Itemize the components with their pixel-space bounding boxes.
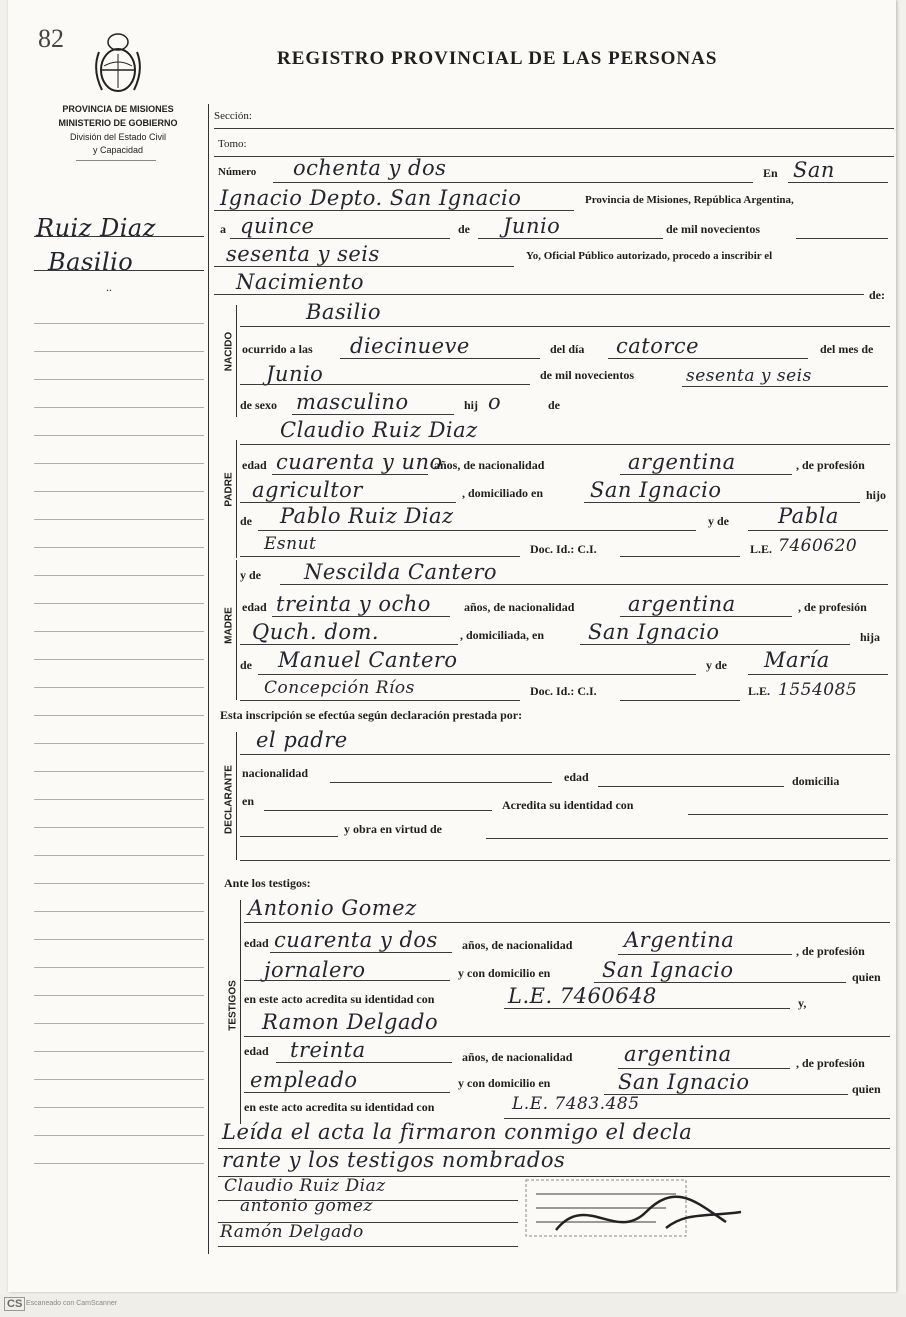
- org-underline: [76, 160, 156, 161]
- coat-of-arms-icon: [90, 30, 146, 98]
- rule: [748, 530, 888, 531]
- label-de-profesion: , de profesión: [796, 458, 865, 472]
- margin-line: [34, 270, 204, 271]
- rule: [682, 386, 888, 387]
- label-domiciliada-en: , domiciliada, en: [460, 628, 545, 642]
- entry-numero: ochenta y dos: [293, 156, 447, 180]
- frame-divider: [208, 104, 209, 1254]
- entry-testigo1-domicilio: San Ignacio: [602, 958, 734, 982]
- page-title: REGISTRO PROVINCIAL DE LAS PERSONAS: [277, 48, 718, 69]
- rule: [218, 1148, 890, 1149]
- margin-surname: Ruiz Diaz: [36, 214, 156, 242]
- rule: [478, 238, 663, 239]
- rule: [240, 384, 530, 385]
- rule: [580, 644, 850, 645]
- label-nacionalidad: nacionalidad: [242, 766, 309, 780]
- label-ocurrido: ocurrido a las: [242, 342, 313, 356]
- label-del-mes-de: del mes de: [820, 342, 874, 356]
- label-de-mil-novecientos-2: de mil novecientos: [540, 368, 634, 382]
- rule: [618, 1068, 790, 1069]
- rule: [620, 474, 792, 475]
- margin-line: [34, 236, 204, 237]
- rule: [618, 954, 792, 955]
- label-de: de: [458, 222, 470, 236]
- entry-testigo1-nacionalidad: Argentina: [624, 928, 735, 952]
- margin-dots: ..: [106, 280, 112, 294]
- entry-madre-madre-2: Concepción Ríos: [264, 678, 415, 698]
- label-de-colon: de:: [869, 288, 885, 302]
- label-a: a: [220, 222, 226, 236]
- entry-anio-nac: sesenta y seis: [686, 366, 812, 386]
- entry-dia-nac: catorce: [616, 334, 700, 358]
- label-hija: hija: [860, 630, 881, 644]
- entry-padre-padre: Pablo Ruiz Diaz: [280, 504, 454, 528]
- label-anos-nac-t1: años, de nacionalidad: [462, 938, 573, 952]
- label-en: En: [763, 166, 778, 180]
- rule: [620, 616, 792, 617]
- entry-hora: diecinueve: [350, 334, 470, 358]
- rule: [340, 358, 540, 359]
- entry-padre-le: 7460620: [778, 536, 858, 556]
- rule: [214, 210, 574, 211]
- rule: [240, 556, 520, 557]
- entry-testigo2-nombre: Ramon Delgado: [262, 1010, 439, 1034]
- org-line-2: MINISTERIO DE GOBIERNO: [58, 118, 178, 128]
- entry-testigo1-nombre: Antonio Gomez: [248, 896, 417, 920]
- side-label-declarante: DECLARANTE: [223, 765, 235, 834]
- label-domiciliado-en: , domiciliado en: [462, 486, 544, 500]
- official-stamp-icon: [516, 1172, 756, 1252]
- side-label-madre: MADRE: [223, 607, 235, 644]
- rule: [604, 1094, 848, 1095]
- entry-testigo1-id: L.E. 7460648: [508, 984, 657, 1008]
- entry-madre-padre: Manuel Cantero: [278, 648, 458, 672]
- entry-hij-suffix: o: [488, 390, 502, 414]
- block-divider: [236, 560, 237, 700]
- block-divider: [240, 900, 241, 1124]
- entry-testigo2-domicilio: San Ignacio: [618, 1070, 750, 1094]
- side-label-padre: PADRE: [223, 472, 235, 507]
- birth-certificate-sheet: [8, 0, 896, 1292]
- entry-padre-edad: cuarenta y uno: [276, 450, 443, 474]
- rule: [748, 674, 888, 675]
- rule: [788, 182, 888, 183]
- label-de-sexo: de sexo: [240, 398, 277, 412]
- label-provincia: Provincia de Misiones, República Argentina,: [585, 194, 794, 206]
- entry-anio: sesenta y seis: [226, 242, 380, 266]
- rule: [584, 502, 860, 503]
- label-y-de: y de: [708, 514, 729, 528]
- label-del-dia: del día: [550, 342, 585, 356]
- rule: [276, 1062, 452, 1063]
- label-edad-t2: edad: [244, 1044, 269, 1058]
- rule: [240, 502, 456, 503]
- label-doc-id-madre: Doc. Id.: C.I.: [530, 684, 597, 698]
- rule: [330, 782, 552, 783]
- entry-padre-profesion: agricultor: [252, 478, 363, 502]
- label-y-con-domicilio-t2: y con domicilio en: [458, 1076, 551, 1090]
- label-en-este-acto: en este acto acredita su identidad con: [244, 992, 435, 1006]
- label-doc-id: Doc. Id.: C.I.: [530, 542, 597, 556]
- entry-padre-domicilio: San Ignacio: [590, 478, 722, 502]
- rule: [218, 1246, 518, 1247]
- label-anos-nac: años, de nacionalidad: [434, 458, 545, 472]
- rule: [214, 128, 894, 129]
- label-anos-nac-t2: años, de nacionalidad: [462, 1050, 573, 1064]
- entry-padre-nombre: Claudio Ruiz Diaz: [280, 418, 478, 442]
- side-label-testigos: TESTIGOS: [227, 980, 239, 1031]
- side-label-nacido: NACIDO: [223, 331, 235, 372]
- block-divider: [236, 440, 237, 558]
- entry-padre-nacionalidad: argentina: [628, 450, 736, 474]
- camscanner-text: Escaneado con CamScanner: [26, 1300, 118, 1307]
- entry-nota-2: rante y los testigos nombrados: [222, 1148, 566, 1172]
- rule: [486, 838, 888, 839]
- entry-testigo1-profesion: jornalero: [264, 958, 366, 982]
- rule: [796, 238, 888, 239]
- rule: [270, 952, 452, 953]
- label-tomo: Tomo:: [218, 138, 247, 150]
- block-divider: [236, 732, 237, 860]
- label-quien: quien: [852, 970, 881, 984]
- rule: [688, 814, 888, 815]
- label-y: y,: [798, 996, 807, 1010]
- label-anos-nac-madre: años, de nacionalidad: [464, 600, 575, 614]
- entry-declarante: el padre: [256, 728, 348, 752]
- rule: [230, 238, 450, 239]
- label-de-profesion-madre: , de profesión: [798, 600, 867, 614]
- entry-testigo2-edad: treinta: [290, 1038, 366, 1062]
- rule: [240, 326, 890, 327]
- label-edad: edad: [242, 458, 267, 472]
- label-edad-madre: edad: [242, 600, 267, 614]
- rule: [280, 584, 888, 585]
- block-divider: [236, 305, 237, 417]
- label-domicilia: domicilia: [792, 774, 840, 788]
- entry-mes-nac: Junio: [266, 362, 324, 386]
- label-de-2: de: [548, 398, 560, 412]
- rule: [258, 674, 696, 675]
- entry-acto: Nacimiento: [236, 270, 365, 294]
- rule: [608, 358, 808, 359]
- label-quien-t2: quien: [852, 1082, 881, 1096]
- rule: [504, 1008, 790, 1009]
- entry-madre-le: 1554085: [778, 680, 858, 700]
- label-de-profesion-t2: , de profesión: [796, 1056, 865, 1070]
- label-acredita: Acredita su identidad con: [502, 798, 634, 812]
- entry-en: San: [793, 158, 835, 182]
- entry-dia: quince: [240, 214, 315, 238]
- signature-declarante: Claudio Ruiz Diaz: [224, 1176, 386, 1196]
- rule: [292, 414, 454, 415]
- scanner-footer: [0, 1294, 906, 1317]
- rule: [620, 700, 740, 701]
- label-y-de-2: y de: [240, 568, 261, 582]
- page-number: 82: [38, 24, 64, 53]
- rule: [240, 644, 458, 645]
- rule: [273, 182, 753, 183]
- entry-testigo2-nacionalidad: argentina: [624, 1042, 732, 1066]
- entry-testigo2-profesion: empleado: [250, 1068, 358, 1092]
- rule: [244, 980, 450, 981]
- label-hijo: hijo: [866, 488, 887, 502]
- org-line-4: y Capacidad: [92, 145, 144, 155]
- entry-madre-edad: treinta y ocho: [276, 592, 431, 616]
- entry-madre-madre: María: [764, 648, 830, 672]
- rule: [240, 754, 890, 755]
- entry-nombre: Basilio: [306, 300, 382, 324]
- entry-madre-domicilio: San Ignacio: [588, 620, 720, 644]
- label-y-de-madre: y de: [706, 658, 727, 672]
- rule: [214, 294, 864, 295]
- entry-testigo1-edad: cuarenta y dos: [274, 928, 438, 952]
- label-en-declarante: en: [242, 794, 254, 808]
- label-en-este-acto-t2: en este acto acredita su identidad con: [244, 1100, 435, 1114]
- rule: [594, 982, 846, 983]
- org-line-1: PROVINCIA DE MISIONES: [62, 104, 174, 114]
- rule: [504, 1118, 890, 1119]
- rule: [620, 556, 740, 557]
- camscanner-badge: CS: [4, 1297, 25, 1311]
- rule: [244, 922, 890, 923]
- entry-madre-nacionalidad: argentina: [628, 592, 736, 616]
- label-obra: y obra en virtud de: [344, 822, 443, 836]
- signature-testigo-1: antonio gomez: [240, 1196, 373, 1216]
- label-esta-inscripcion: Esta inscripción se efectúa según declaración prestada por:: [220, 708, 523, 722]
- rule: [244, 1092, 450, 1093]
- entry-lugar: Ignacio Depto. San Ignacio: [220, 186, 522, 210]
- entry-madre-profesion: Quch. dom.: [252, 620, 380, 644]
- rule: [258, 530, 696, 531]
- label-le-madre: L.E.: [748, 684, 771, 698]
- label-de-3: de: [240, 514, 252, 528]
- rule: [272, 616, 450, 617]
- entry-testigo2-id: L.E. 7483.485: [512, 1094, 640, 1114]
- label-yo: Yo, Oficial Público autorizado, procedo a inscribir el: [526, 250, 773, 262]
- entry-padre-madre-2: Esnut: [264, 534, 317, 554]
- entry-padre-madre: Pabla: [778, 504, 839, 528]
- rule: [272, 474, 428, 475]
- rule: [240, 860, 890, 861]
- margin-given-name: Basilio: [48, 248, 134, 276]
- rule: [214, 266, 514, 267]
- signature-testigo-2: Ramón Delgado: [220, 1222, 364, 1242]
- rule: [240, 444, 890, 445]
- label-numero: Número: [218, 166, 257, 178]
- label-de-profesion-t1: , de profesión: [796, 944, 865, 958]
- label-seccion: Sección:: [214, 110, 252, 122]
- label-edad-t1: edad: [244, 936, 269, 950]
- entry-madre-nombre: Nescilda Cantero: [304, 560, 498, 584]
- label-de-mil-novecientos: de mil novecientos: [666, 222, 760, 236]
- label-y-con-domicilio: y con domicilio en: [458, 966, 551, 980]
- rule: [240, 836, 338, 837]
- label-ante: Ante los testigos:: [224, 876, 311, 890]
- rule: [598, 786, 784, 787]
- rule: [264, 810, 492, 811]
- org-line-3: División del Estado Civil: [69, 132, 167, 142]
- label-le: L.E.: [750, 542, 773, 556]
- label-de-madre: de: [240, 658, 252, 672]
- margin-ruling: [34, 296, 204, 1186]
- entry-nota-1: Leída el acta la firmaron conmigo el decla: [222, 1120, 693, 1144]
- rule: [240, 700, 520, 701]
- entry-mes: Junio: [503, 214, 561, 238]
- label-edad-declarante: edad: [564, 770, 589, 784]
- rule: [244, 1036, 890, 1037]
- label-hij: hij: [464, 398, 479, 412]
- entry-sexo: masculino: [296, 390, 409, 414]
